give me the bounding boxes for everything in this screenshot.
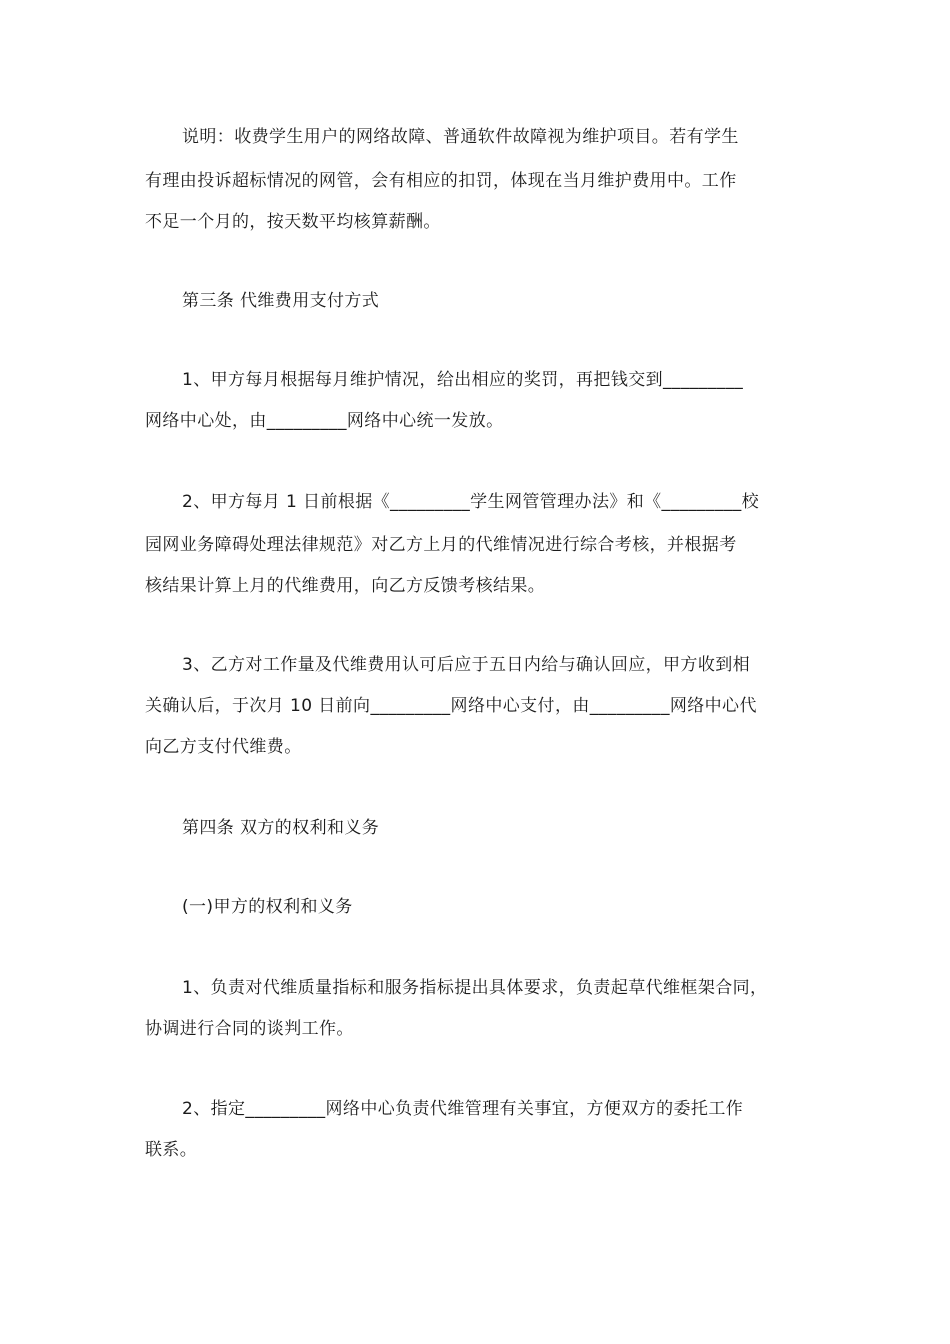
text-line: 向乙方支付代维费。	[145, 737, 302, 757]
text-line: 网络中心处，由_________网络中心统一发放。	[145, 411, 504, 431]
text-line: 联系。	[145, 1140, 198, 1160]
text-line: 2、甲方每月 1 日前根据《_________学生网管管理办法》和《_________校	[182, 492, 760, 512]
text-line: 协调进行合同的谈判工作。	[145, 1019, 354, 1039]
subsection-heading: (一)甲方的权利和义务	[182, 897, 353, 917]
text-line: 说明：收费学生用户的网络故障、普通软件故障视为维护项目。若有学生	[182, 127, 739, 147]
text-line: 3、乙方对工作量及代维费用认可后应于五日内给与确认回应，甲方收到相	[182, 655, 751, 675]
text-line: 2、指定_________网络中心负责代维管理有关事宜，方便双方的委托工作	[182, 1099, 744, 1119]
section-heading: 第四条 双方的权利和义务	[182, 818, 380, 838]
section-heading: 第三条 代维费用支付方式	[182, 291, 380, 311]
text-line: 核结果计算上月的代维费用，向乙方反馈考核结果。	[145, 576, 546, 596]
text-line: 有理由投诉超标情况的网管，会有相应的扣罚，体现在当月维护费用中。工作	[145, 171, 737, 191]
text-line: 1、负责对代维质量指标和服务指标提出具体要求，负责起草代维框架合同，	[182, 978, 768, 998]
text-line: 园网业务障碍处理法律规范》对乙方上月的代维情况进行综合考核，并根据考	[145, 535, 737, 555]
text-line: 1、甲方每月根据每月维护情况，给出相应的奖罚，再把钱交到_________	[182, 370, 744, 390]
text-line: 不足一个月的，按天数平均核算薪酬。	[145, 212, 441, 232]
text-line: 关确认后，于次月 10 日前向_________网络中心支付，由_________网络中心代	[145, 696, 757, 716]
